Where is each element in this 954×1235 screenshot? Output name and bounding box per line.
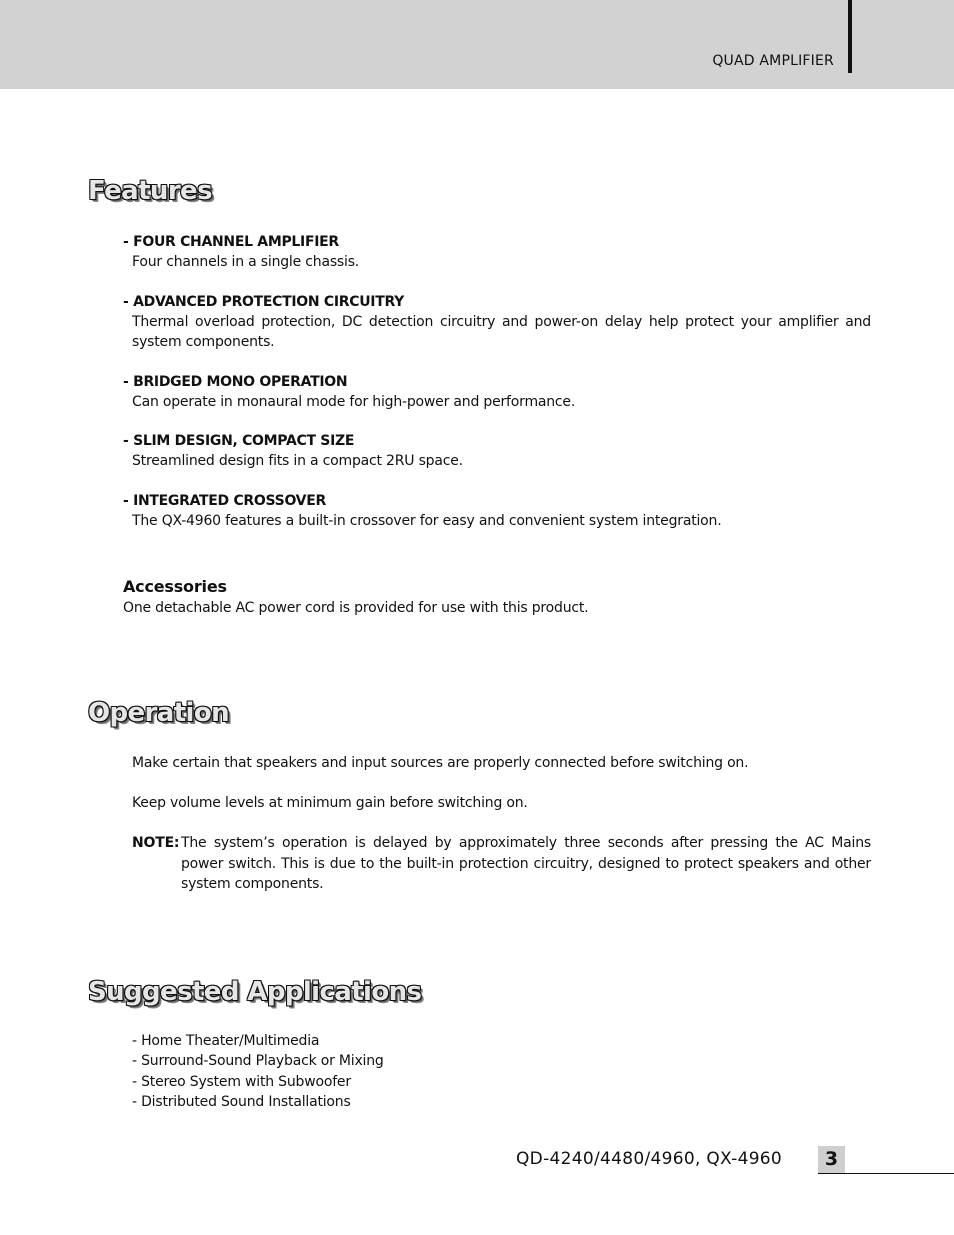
operation-title: Operation — [88, 698, 230, 728]
note-text: The system’s operation is delayed by approximately three seconds after pressing the AC Mains power switch. This is due to the built-in protection circuitry, designed to protect speakers and other system components. — [181, 835, 871, 892]
application-item: - Home Theater/Multimedia — [132, 1033, 320, 1049]
footer-model: QD-4240/4480/4960, QX-4960 — [516, 1149, 783, 1169]
operation-body — [132, 753, 871, 895]
feature-heading: - ADVANCED PROTECTION CIRCUITRY — [123, 293, 405, 310]
feature-heading: - SLIM DESIGN, COMPACT SIZE — [123, 433, 355, 449]
operation-note — [132, 833, 871, 895]
header-accent-bar — [848, 0, 852, 73]
operation-paragraph: Keep volume levels at minimum gain before switching on. — [132, 795, 528, 811]
application-item: - Distributed Sound Installations — [132, 1094, 351, 1111]
feature-description: The QX-4960 features a built-in crossover for easy and convenient system integration. — [132, 512, 722, 529]
feature-heading: - FOUR CHANNEL AMPLIFIER — [123, 234, 339, 250]
header-band — [0, 0, 954, 89]
header-title: QUAD AMPLIFIER — [712, 53, 834, 69]
accessories-text: One detachable AC power cord is provided for use with this product. — [123, 600, 589, 616]
features-title: Features — [88, 176, 212, 206]
application-item: - Surround-Sound Playback or Mixing — [132, 1053, 384, 1070]
feature-item — [123, 372, 871, 413]
feature-item — [123, 292, 871, 353]
feature-item — [123, 431, 871, 472]
applications-title: Suggested Applications — [88, 977, 422, 1007]
feature-description: Can operate in monaural mode for high-power and performance. — [132, 393, 576, 410]
operation-paragraph: Make certain that speakers and input sources are properly connected before switching on. — [132, 755, 749, 771]
note-label: NOTE: — [132, 835, 180, 851]
footer-rule — [818, 1173, 954, 1174]
feature-item — [123, 491, 871, 532]
feature-heading: - BRIDGED MONO OPERATION — [123, 373, 348, 390]
accessories-title: Accessories — [123, 577, 227, 596]
features-list — [123, 232, 871, 550]
applications-list — [132, 1031, 384, 1113]
feature-description: Streamlined design fits in a compact 2RU space. — [132, 453, 463, 469]
feature-description: Thermal overload protection, DC detection circuitry and power-on delay help protect your amplifier and system components. — [132, 313, 871, 350]
feature-item — [123, 232, 871, 273]
page-number: 3 — [818, 1146, 845, 1173]
application-item: - Stereo System with Subwoofer — [132, 1073, 351, 1090]
feature-description: Four channels in a single chassis. — [132, 254, 360, 270]
feature-heading: - INTEGRATED CROSSOVER — [123, 492, 326, 509]
